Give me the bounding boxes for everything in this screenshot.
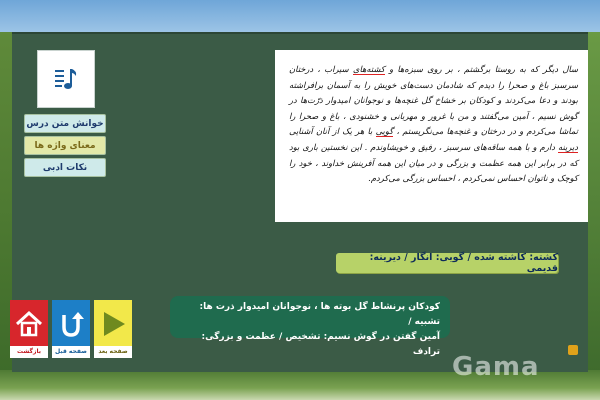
menu-word-meanings-button[interactable]: معنای واژه ها [24,136,106,155]
lesson-passage: سال دیگر که به روستا برگشتم ، بر روی سبزه‌ها و کشته‌های سیراب ، درختان سرسبز باغ و صحرا را دیدم که شادمان دست‌های خویش را به آسمان برافراشته بودند و دعا می‌کردند و کودکان بر خشاخ گل غنچه‌ها و نوجوانان امیدوار ذرّت‌ها در گوش نسیم ، آمین می‌گفتند و من با غرور و مهربانی و خشنودی ، باغ و صحرا را تماشا می‌کردم و در درختان و غنچه‌ها می‌نگریستم ، گویی با هر یک از آنان آشنایی دیرینه دارم و با همه ساقه‌های سرسبز ، رفیق و خویشاوندم . این نخستین باری بود که در برابر این همه عظمت و بزرگی و در میان این همه آفرینش خداوند ، خود را کوچک و ناتوان احساس نمی‌کردم ، احساس بزرگی می‌کردم. [289,64,578,184]
play-arrow-icon [98,309,128,339]
underlined-word-dirine: دیرینه [557,141,578,152]
right-landscape-strip [588,32,600,372]
watermark-logo-mark [568,345,578,355]
sky-background [0,0,600,32]
previous-page-button[interactable] [52,300,90,358]
next-page-button[interactable] [94,300,132,358]
music-notes-icon [52,65,80,93]
home-button[interactable] [10,300,48,358]
underlined-word-gooyi: گویی [375,126,394,137]
menu-read-lesson-button[interactable]: خوانش متن درس [24,114,106,133]
underlined-word-keshte: کشته‌های [352,64,385,74]
next-page-label: صفحه بعد [94,346,132,358]
menu-literary-points-button[interactable]: نکات ادبی [24,158,106,177]
watermark-text: Gama [452,352,540,382]
notes-line-1: کودکان پرنشاط گل بوته ها ، نوجوانان امیدوار ذرت ها: تشبیه / [199,302,440,327]
music-card[interactable] [37,50,95,108]
home-label: بازگشت [10,346,48,358]
home-icon [14,309,44,339]
u-turn-icon [56,309,86,339]
vocab-box: کشته: کاشته شده / گویی: انگار / دیرینه: قدیمی [336,253,558,273]
notes-line-2: آمین گفتن در گوش نسیم: تشخیص / عظمت و بزرگی: ترادف [201,332,440,357]
lesson-text-panel [275,50,588,222]
previous-page-label: صفحه قبل [52,346,90,358]
literary-notes-box [170,296,450,357]
